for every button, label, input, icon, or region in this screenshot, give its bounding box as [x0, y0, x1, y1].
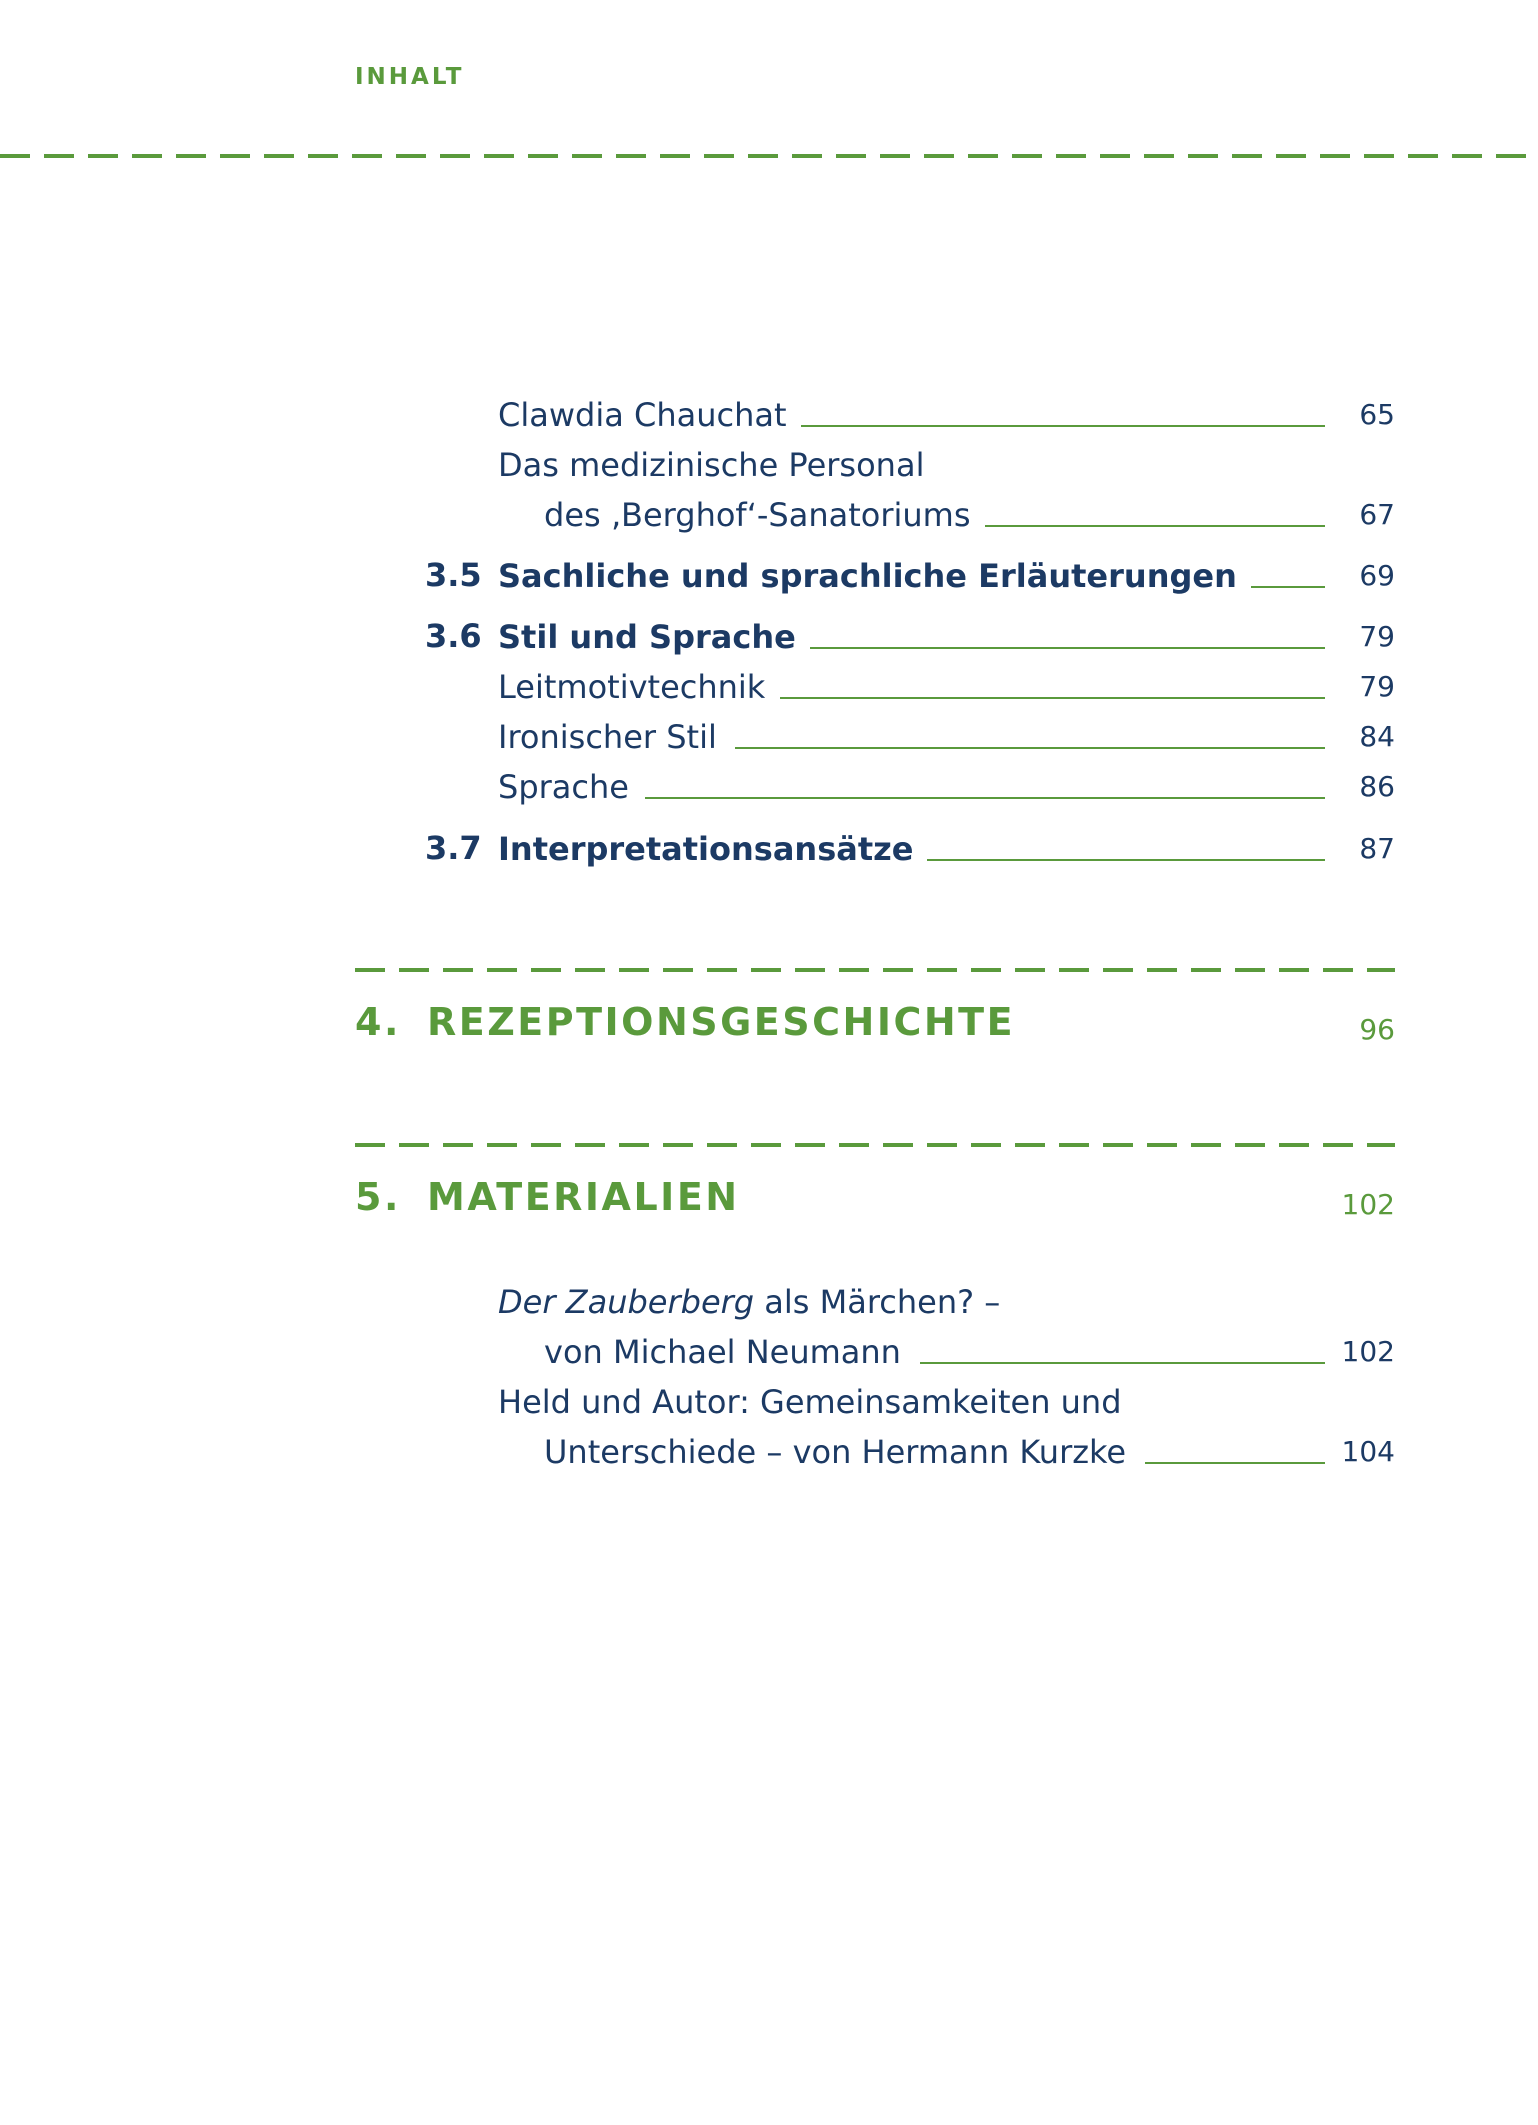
toc-label: Stil und Sprache — [498, 617, 810, 657]
toc-entry-sprache[interactable] — [355, 767, 1395, 811]
toc-label: Leitmotivtechnik — [498, 667, 779, 707]
toc-entry-ironie[interactable] — [355, 717, 1395, 761]
toc-label: von Michael Neumann — [544, 1332, 915, 1372]
toc-page: 87 — [1359, 832, 1395, 865]
running-header: INHALT — [355, 64, 465, 90]
toc-entry-personal-line1: Das medizinische Personal — [498, 446, 925, 484]
toc-page: 104 — [1341, 1435, 1395, 1468]
toc-label: Sprache — [498, 767, 643, 807]
toc-entry-personal[interactable] — [355, 495, 1395, 539]
toc-page: 84 — [1359, 720, 1395, 753]
toc-label: Clawdia Chauchat — [498, 395, 801, 435]
section-5-heading[interactable] — [355, 1175, 1255, 1225]
toc-page: 102 — [1341, 1335, 1395, 1368]
section-number: 5. — [355, 1175, 401, 1219]
section-title: MATERIALIEN — [427, 1175, 740, 1219]
toc-number: 3.6 — [425, 617, 482, 655]
toc-entry-leitmotiv[interactable] — [355, 667, 1395, 711]
toc-label: des ‚Berghof‘-Sanatoriums — [544, 495, 985, 535]
toc-page: 79 — [1359, 620, 1395, 653]
materialien-entry-1[interactable] — [355, 1332, 1395, 1376]
header-dashed-rule — [0, 153, 1538, 159]
materialien-entry-2-line1: Held und Autor: Gemeinsamkeiten und — [498, 1383, 1122, 1421]
toc-number: 3.7 — [425, 829, 482, 867]
section-4-page: 96 — [1359, 1013, 1395, 1046]
materialien-entry-1-line1 — [498, 1282, 1000, 1322]
toc-entry-clawdia[interactable] — [355, 395, 1395, 439]
toc-number: 3.5 — [425, 556, 482, 594]
toc-page: 79 — [1359, 670, 1395, 703]
toc-page: 67 — [1359, 498, 1395, 531]
section-title: REZEPTIONSGESCHICHTE — [427, 1000, 1016, 1044]
toc-label: Unterschiede – von Hermann Kurzke — [544, 1432, 1140, 1472]
toc-page: 86 — [1359, 770, 1395, 803]
toc-entry-3-7[interactable] — [355, 829, 1395, 873]
section-5-dashed-rule — [355, 1142, 1395, 1148]
toc-label: Sachliche und sprachliche Erläuterungen — [498, 556, 1251, 596]
toc-page: 65 — [1359, 398, 1395, 431]
toc-entry-3-5[interactable] — [355, 556, 1395, 600]
section-4-dashed-rule — [355, 967, 1395, 973]
work-title: Der Zauberberg — [498, 1283, 755, 1321]
toc-page: 69 — [1359, 559, 1395, 592]
toc-label: Ironischer Stil — [498, 717, 731, 757]
section-4-heading[interactable] — [355, 1000, 1255, 1050]
section-5-page: 102 — [1341, 1188, 1395, 1221]
section-number: 4. — [355, 1000, 401, 1044]
materialien-entry-2[interactable] — [355, 1432, 1395, 1476]
entry-text: als Märchen? – — [754, 1283, 1001, 1321]
toc-label: Interpretationsansätze — [498, 829, 927, 869]
toc-entry-3-6[interactable] — [355, 617, 1395, 661]
